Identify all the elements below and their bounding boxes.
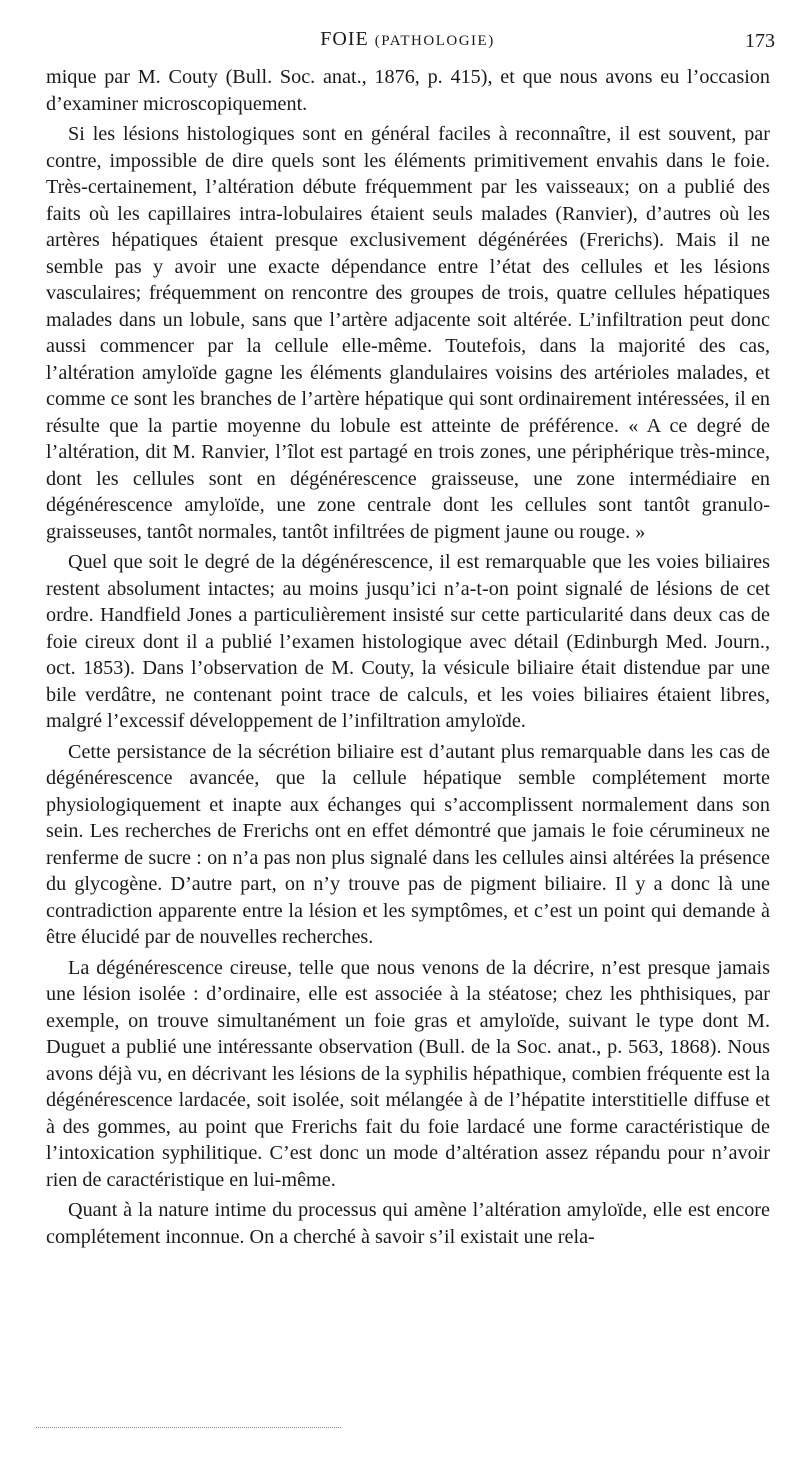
running-title xyxy=(40,28,775,51)
running-title-main: FOIE xyxy=(320,28,369,50)
paragraph: Si les lésions histologiques sont en général faciles à reconnaître, il est souvent, par contre, impossible de dire quels sont les éléments primitivement envahis dans le foie. Très-certainement, l’altération débute fréquemment par les vaisseaux; on a publié des faits où les capillaires intra-lobulaires étaient seuls malades (Ranvier), d’autres où les artères hépatiques étaient presque exclusivement dégénérées (Frerichs). Mais il ne semble pas y avoir une exacte dépendance entre l’état des cellules et les lésions vasculaires; fréquemment on rencontre des groupes de trois, quatre cellules hépatiques malades dans un lobule, sans que l’artère adjacente soit altérée. L’infiltration peut donc aussi commencer par la cellule elle-même. Toutefois, dans la majorité des cas, l’altération amyloïde gagne les éléments glandulaires voisins des artérioles malades, et comme ce sont les branches de l’artère hépatique qui sont ordinairement intéressées, il en résulte que la partie moyenne du lobule est atteinte de préférence. « A ce degré de l’altération, dit M. Ranvier, l’îlot est partagé en trois zones, une périphérique très-mince, dont les cellules sont en dégénérescence graisseuse, une zone intermédiaire en dégénérescence amyloïde, une zone centrale dont les cellules sont tantôt granulo-graisseuses, tantôt normales, tantôt infiltrées de pigment jaune ou rouge. » xyxy=(46,123,770,543)
running-title-sub: (PATHOLOGIE) xyxy=(374,33,495,49)
footer-rule xyxy=(36,1427,341,1428)
page-header xyxy=(40,28,775,58)
paragraph: Quel que soit le degré de la dégénérescence, il est remarquable que les voies biliaires restent absolument intactes; au moins jusqu’ici n’a-t-on point signalé de lésions de cet ordre. Handfield Jones a particulièrement insisté sur cette particularité dans deux cas de foie cireux dont il a publié l’examen histologique avec détail (Edinburgh Med. Journ., oct. 1853). Dans l’observation de M. Couty, la vésicule biliaire était distendue par une bile verdâtre, ne contenant point trace de calculs, et les voies biliaires étaient libres, malgré l’excessif développement de l’infiltration amyloïde. xyxy=(46,551,770,732)
page-number: 173 xyxy=(745,30,775,52)
paragraph: La dégénérescence cireuse, telle que nous venons de la décrire, n’est presque jamais une lésion isolée : d’ordinaire, elle est associée à la stéatose; chez les phthisiques, par exemple, on trouve simultanément un foie gras et amyloïde, suivant le type dont M. Duguet a publié une intéressante observation (Bull. de la Soc. anat., p. 563, 1868). Nous avons déjà vu, en décrivant les lésions de la syphilis hépathique, combien fréquente est la dégénérescence lardacée, soit isolée, soit mélangée à de l’hépatite interstitielle diffuse et à des gommes, au point que Frerichs fait du foie lardacé une forme caractéristique de l’intoxication syphilitique. C’est donc un mode d’altération assez répandu pour n’avoir rien de caractéristique en lui-même. xyxy=(46,956,770,1191)
paragraph: Quant à la nature intime du processus qui amène l’altération amyloïde, elle est encore complétement inconnue. On a cherché à savoir s’il existait une rela- xyxy=(46,1199,770,1248)
paragraph: Cette persistance de la sécrétion biliaire est d’autant plus remarquable dans les cas de dégénérescence avancée, que la cellule hépatique semble complétement morte physiologiquement et inapte aux échanges qui s’accomplissent normalement dans son sein. Les recherches de Frerichs ont en effet démontré que jamais le foie cérumineux ne renferme de sucre : on n’a pas non plus signalé dans les cellules ainsi altérées la présence du glycogène. D’autre part, on n’y trouve pas de pigment biliaire. Il y a donc là une contradiction apparente entre la lésion et les symptômes, et c’est un point qui demande à être élucidé par de nouvelles recherches. xyxy=(46,740,770,948)
body-text xyxy=(46,64,770,1254)
paragraph: mique par M. Couty (Bull. Soc. anat., 1876, p. 415), et que nous avons eu l’occasion d’examiner microscopiquement. xyxy=(46,66,770,115)
